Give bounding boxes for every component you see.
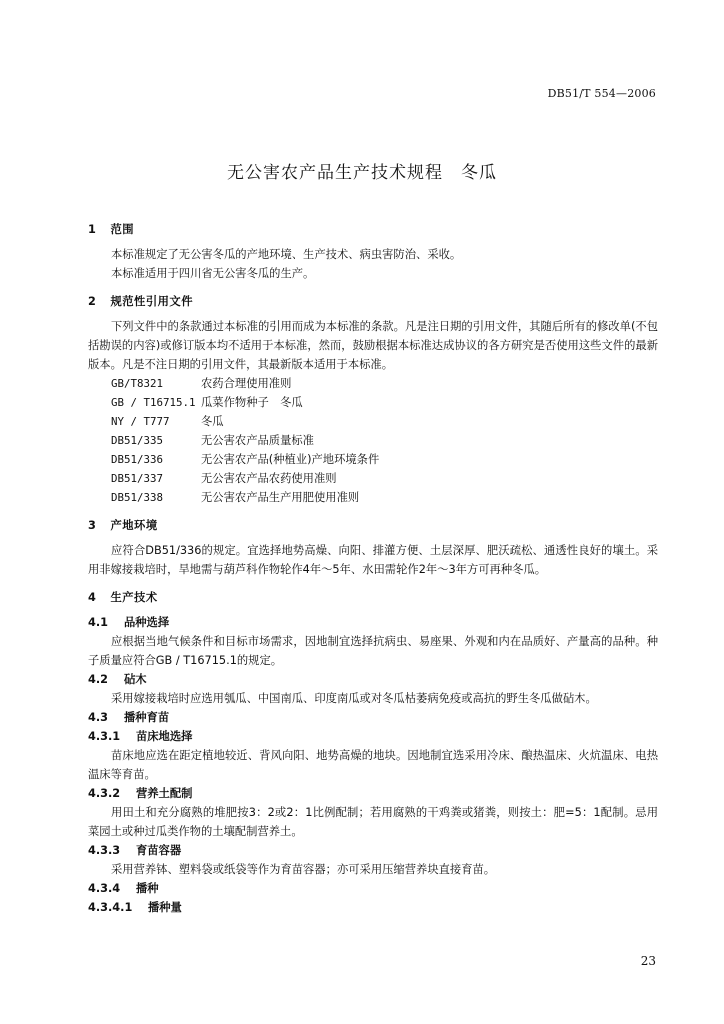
subsection-title: 播种育苗 [123, 711, 170, 724]
section-number: 4 [88, 591, 97, 604]
section-title: 生产技术 [110, 591, 158, 604]
paragraph: 本标准适用于四川省无公害冬瓜的生产。 [111, 267, 315, 280]
subsection-4-1-heading [88, 613, 658, 632]
reference-item [111, 450, 658, 469]
section-4-heading [88, 588, 658, 607]
reference-code: NY / T777 [111, 415, 170, 428]
reference-item [111, 393, 658, 412]
reference-item [111, 431, 658, 450]
reference-name: 无公害农产品(种植业)产地环境条件 [201, 453, 380, 466]
reference-list [88, 374, 658, 507]
paragraph: 苗床地应选在距定植地较近、背风向阳、地势高燥的地块。因地制宜选采用冷床、酿热温床、火炕温床、电热温床等育苗。 [88, 749, 658, 781]
paragraph: 用田土和充分腐熟的堆肥按3：2或2：1比例配制；若用腐熟的干鸡粪或猪粪，则按土：肥=5：1配制。忌用菜园土或种过瓜类作物的土壤配制营养土。 [88, 806, 658, 838]
section-2-heading [88, 292, 658, 311]
reference-code: DB51/338 [111, 491, 164, 504]
subsection-number: 4.3.4.1 [88, 901, 133, 914]
subsection-4-3-4-heading [88, 879, 658, 898]
subsection-number: 4.3.1 [88, 730, 121, 743]
page-number: 23 [640, 954, 656, 968]
subsection-title: 播种量 [147, 901, 182, 914]
paragraph: 应根据当地气候条件和目标市场需求，因地制宜选择抗病虫、易座果、外观和内在品质好、产量高的品种。种子质量应符合GB / T16715.1的规定。 [88, 635, 658, 667]
subsection-4-3-1-heading [88, 727, 658, 746]
reference-code: GB/T8321 [111, 377, 164, 390]
subsection-4-3-heading [88, 708, 658, 727]
subsection-title: 播种 [135, 882, 159, 895]
subsection-title: 苗床地选择 [135, 730, 193, 743]
section-number: 1 [88, 223, 97, 236]
section-number: 3 [88, 519, 97, 532]
section-title: 规范性引用文件 [110, 295, 194, 308]
reference-name: 无公害农产品生产用肥使用准则 [201, 491, 360, 504]
subsection-title: 营养土配制 [135, 787, 193, 800]
subsection-title: 品种选择 [123, 616, 170, 629]
document-title: 无公害农产品生产技术规程 冬瓜 [227, 163, 497, 183]
reference-name: 无公害农产品质量标准 [201, 434, 314, 447]
subsection-number: 4.3.3 [88, 844, 121, 857]
section-title: 产地环境 [110, 519, 158, 532]
reference-item [111, 469, 658, 488]
subsection-number: 4.3.2 [88, 787, 121, 800]
reference-item [111, 412, 658, 431]
reference-name: 冬瓜 [201, 415, 224, 428]
reference-code: GB / T16715.1 [111, 396, 196, 409]
reference-name: 无公害农产品农药使用准则 [201, 472, 337, 485]
section-number: 2 [88, 295, 97, 308]
subsection-4-3-4-1-heading [88, 898, 658, 917]
section-3-heading [88, 516, 658, 535]
document-body [88, 220, 658, 917]
section-title: 范围 [110, 223, 135, 236]
subsection-number: 4.1 [88, 616, 109, 629]
paragraph: 本标准规定了无公害冬瓜的产地环境、生产技术、病虫害防治、采收。 [111, 248, 462, 261]
reference-item [111, 374, 658, 393]
subsection-number: 4.3 [88, 711, 109, 724]
subsection-number: 4.3.4 [88, 882, 121, 895]
subsection-title: 育苗容器 [135, 844, 182, 857]
reference-code: DB51/337 [111, 472, 164, 485]
subsection-4-3-3-heading [88, 841, 658, 860]
subsection-4-3-2-heading [88, 784, 658, 803]
paragraph: 采用嫁接栽培时应选用瓠瓜、中国南瓜、印度南瓜或对冬瓜枯萎病免疫或高抗的野生冬瓜做砧木。 [111, 692, 597, 705]
reference-name: 农药合理使用准则 [201, 377, 292, 390]
paragraph: 采用营养钵、塑料袋或纸袋等作为育苗容器；亦可采用压缩营养块直接育苗。 [111, 863, 496, 876]
reference-code: DB51/335 [111, 434, 164, 447]
subsection-4-2-heading [88, 670, 658, 689]
paragraph: 下列文件中的条款通过本标准的引用而成为本标准的条款。凡是注日期的引用文件，其随后所有的修改单(不包括勘误的内容)或修订版本均不适用于本标准，然而，鼓励根据本标准达成协议的各方研究是否使用这些文件的最新版本。凡是不注日期的引用文件，其最新版本适用于本标准。 [88, 320, 658, 371]
subsection-number: 4.2 [88, 673, 109, 686]
reference-item [111, 488, 658, 507]
paragraph: 应符合DB51/336的规定。宜选择地势高燥、向阳、排灌方便、土层深厚、肥沃疏松、通透性良好的壤土。采用非嫁接栽培时，旱地需与葫芦科作物轮作4年～5年、水田需轮作2年～3年方可再种冬瓜。 [88, 544, 658, 576]
reference-name: 瓜菜作物种子 冬瓜 [201, 396, 303, 409]
section-1-heading [88, 220, 658, 239]
subsection-title: 砧木 [123, 673, 147, 686]
standard-code: DB51/T 554—2006 [547, 87, 656, 100]
reference-code: DB51/336 [111, 453, 164, 466]
